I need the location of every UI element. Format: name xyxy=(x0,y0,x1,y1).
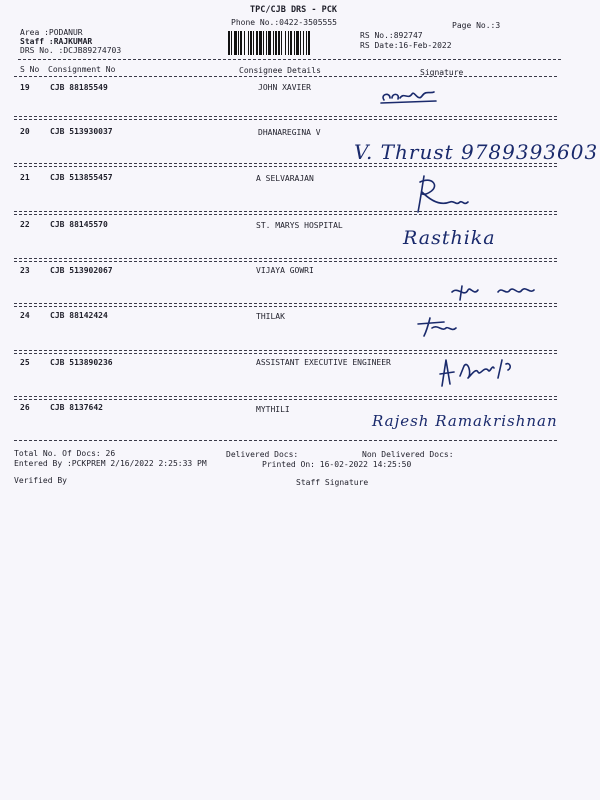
column-consignee: Consignee Details xyxy=(239,66,321,75)
handwritten-signature: Rajesh Ramakrishnan xyxy=(372,412,558,430)
non-delivered-docs: Non Delivered Docs: xyxy=(362,450,454,459)
drs-number: DRS No. :DCJB89274703 xyxy=(20,46,122,55)
row-consignment: CJB 8137642 xyxy=(50,403,103,412)
barcode-bar xyxy=(275,31,277,55)
barcode-bar xyxy=(250,31,252,55)
row-sno: 21 xyxy=(20,173,30,182)
row-sno: 24 xyxy=(20,311,30,320)
rs-date: RS Date:16-Feb-2022 xyxy=(360,41,452,50)
row-divider xyxy=(14,214,557,215)
barcode-bar xyxy=(300,31,301,55)
row-consignment: CJB 513902067 xyxy=(50,266,113,275)
barcode-bar xyxy=(308,31,310,55)
entered-by: Entered By :PCKPREM 2/16/2022 2:25:33 PM xyxy=(14,459,207,468)
barcode-bar xyxy=(268,31,271,55)
barcode-bar xyxy=(266,31,267,55)
row-consignee: ST. MARYS HOSPITAL xyxy=(256,221,343,230)
signature-mark xyxy=(448,282,538,304)
barcode-bar xyxy=(259,31,262,55)
row-sno: 22 xyxy=(20,220,30,229)
header-divider xyxy=(18,59,561,60)
row-sno: 19 xyxy=(20,83,30,92)
signature-mark xyxy=(432,354,522,392)
barcode xyxy=(228,31,354,55)
barcode-bar xyxy=(296,31,299,55)
phone-number: Phone No.:0422-3505555 xyxy=(231,18,337,27)
row-consignment: CJB 88185549 xyxy=(50,83,108,92)
column-consignment: Consignment No xyxy=(48,65,116,74)
column-signature: Signature xyxy=(420,68,464,77)
barcode-bar xyxy=(288,31,289,55)
barcode-bar xyxy=(238,31,239,55)
page-number: Page No.:3 xyxy=(452,21,501,30)
row-divider xyxy=(14,350,557,351)
staff-signature: Staff Signature xyxy=(296,478,369,487)
barcode-bar xyxy=(231,31,232,55)
row-divider xyxy=(14,261,557,262)
barcode-bar xyxy=(294,31,295,55)
row-consignee: VIJAYA GOWRI xyxy=(256,266,314,275)
total-docs: Total No. Of Docs: 26 xyxy=(14,449,116,458)
barcode-bar xyxy=(253,31,254,55)
document-title: TPC/CJB DRS - PCK xyxy=(250,5,337,15)
row-divider xyxy=(14,306,557,307)
row-consignee: JOHN XAVIER xyxy=(258,83,311,92)
row-consignee: DHANAREGINA V xyxy=(258,128,321,137)
barcode-bar xyxy=(278,31,280,55)
column-divider xyxy=(14,76,557,77)
barcode-bar xyxy=(290,31,292,55)
row-divider xyxy=(14,399,557,400)
column-sno: S No xyxy=(20,65,40,74)
barcode-bar xyxy=(285,31,286,55)
row-consignee: THILAK xyxy=(256,312,285,321)
row-consignee: ASSISTANT EXECUTIVE ENGINEER xyxy=(256,358,391,367)
row-consignee: MYTHILI xyxy=(256,405,290,414)
row-divider xyxy=(14,163,557,164)
delivered-docs: Delivered Docs: xyxy=(226,450,299,459)
row-divider xyxy=(14,258,557,259)
rs-number: RS No.:892747 xyxy=(360,31,423,40)
barcode-bar xyxy=(263,31,264,55)
row-sno: 23 xyxy=(20,266,30,275)
barcode-bar xyxy=(303,31,304,55)
barcode-bar xyxy=(273,31,274,55)
staff-label: Staff :RAJKUMAR xyxy=(20,37,93,46)
barcode-bar xyxy=(306,31,307,55)
row-divider xyxy=(14,396,557,397)
printed-on: Printed On: 16-02-2022 14:25:50 xyxy=(262,460,412,469)
row-divider xyxy=(14,166,557,167)
barcode-bar xyxy=(240,31,242,55)
handwritten-signature: V. Thrust 9789393603 xyxy=(354,140,599,164)
barcode-bar xyxy=(256,31,258,55)
row-consignment: CJB 88145570 xyxy=(50,220,108,229)
area-label: Area :PODANUR xyxy=(20,28,83,37)
row-divider xyxy=(14,440,557,441)
barcode-bar xyxy=(248,31,249,55)
row-divider xyxy=(14,119,557,120)
row-consignment: CJB 88142424 xyxy=(50,311,108,320)
row-divider xyxy=(14,116,557,117)
barcode-bar xyxy=(228,31,230,55)
signature-mark xyxy=(414,314,458,340)
row-divider xyxy=(14,211,557,212)
verified-by: Verified By xyxy=(14,476,67,485)
row-consignment: CJB 513890236 xyxy=(50,358,113,367)
row-consignee: A SELVARAJAN xyxy=(256,174,314,183)
row-divider xyxy=(14,303,557,304)
signature-mark xyxy=(378,82,438,110)
row-consignment: CJB 513855457 xyxy=(50,173,113,182)
barcode-bar xyxy=(281,31,282,55)
row-sno: 25 xyxy=(20,358,30,367)
row-sno: 26 xyxy=(20,403,30,412)
row-sno: 20 xyxy=(20,127,30,136)
row-consignment: CJB 513930037 xyxy=(50,127,113,136)
handwritten-signature: Rasthika xyxy=(403,227,496,249)
barcode-bar xyxy=(234,31,237,55)
barcode-bar xyxy=(244,31,245,55)
